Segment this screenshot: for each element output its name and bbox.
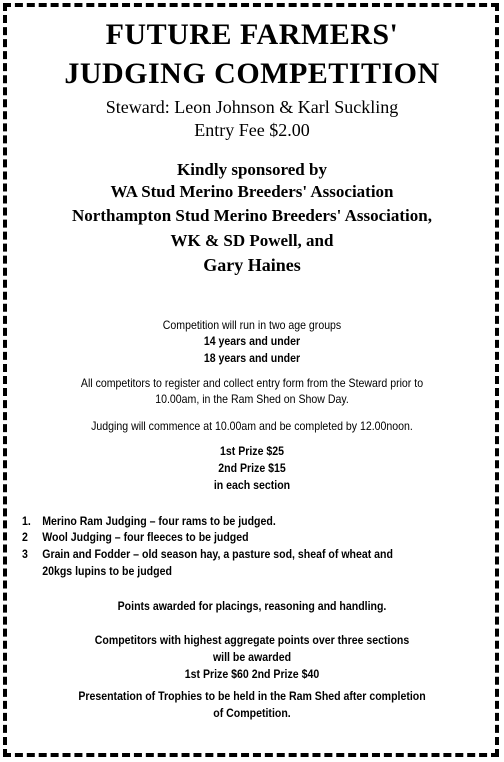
sponsor-3: WK & SD Powell, and	[170, 231, 334, 250]
registration-line-1: All competitors to register and collect entry form from the Steward prior to	[80, 376, 424, 390]
title-line-1: FUTURE FARMERS'	[105, 18, 399, 51]
section-number: 3	[22, 547, 28, 561]
sponsor-4: Gary Haines	[203, 255, 301, 275]
prize-note: in each section	[213, 478, 291, 492]
trophies-line-1: Presentation of Trophies to be held in the Ram Shed after completion	[78, 689, 426, 703]
title-line-2: JUDGING COMPETITION	[64, 57, 440, 90]
aggregate-line-1: Competitors with highest aggregate points over three sections	[94, 633, 410, 647]
aggregate-prizes: 1st Prize $60 2nd Prize $40	[184, 667, 320, 681]
sponsor-2: Northampton Stud Merino Breeders' Association,	[72, 206, 432, 225]
aggregate-line-2: will be awarded	[212, 650, 292, 664]
section-number: 1.	[22, 514, 31, 528]
section-text: Wool Judging – four fleeces to be judged	[42, 530, 249, 544]
points-note: Points awarded for placings, reasoning and handling.	[117, 599, 387, 613]
trophies-line-2: of Competition.	[213, 706, 291, 720]
section-number: 2	[22, 530, 28, 544]
registration-line-2: 10.00am, in the Ram Shed on Show Day.	[155, 392, 349, 406]
age-groups-intro: Competition will run in two age groups	[162, 318, 342, 332]
sponsor-1: WA Stud Merino Breeders' Association	[110, 182, 394, 201]
entry-fee: Entry Fee $2.00	[194, 120, 310, 140]
section-text: Merino Ram Judging – four rams to be judged.	[42, 514, 276, 528]
prize-2: 2nd Prize $15	[218, 461, 286, 475]
section-text: 20kgs lupins to be judged	[42, 564, 172, 578]
steward: Steward: Leon Johnson & Karl Suckling	[105, 97, 399, 117]
section-text: Grain and Fodder – old season hay, a pasture sod, sheaf of wheat and	[42, 547, 393, 561]
age-group-1: 14 years and under	[203, 334, 301, 348]
judging-time: Judging will commence at 10.00am and be completed by 12.00noon.	[91, 419, 413, 433]
age-group-2: 18 years and under	[203, 351, 301, 365]
sponsor-heading: Kindly sponsored by	[177, 160, 327, 179]
prize-1: 1st Prize $25	[220, 444, 284, 458]
